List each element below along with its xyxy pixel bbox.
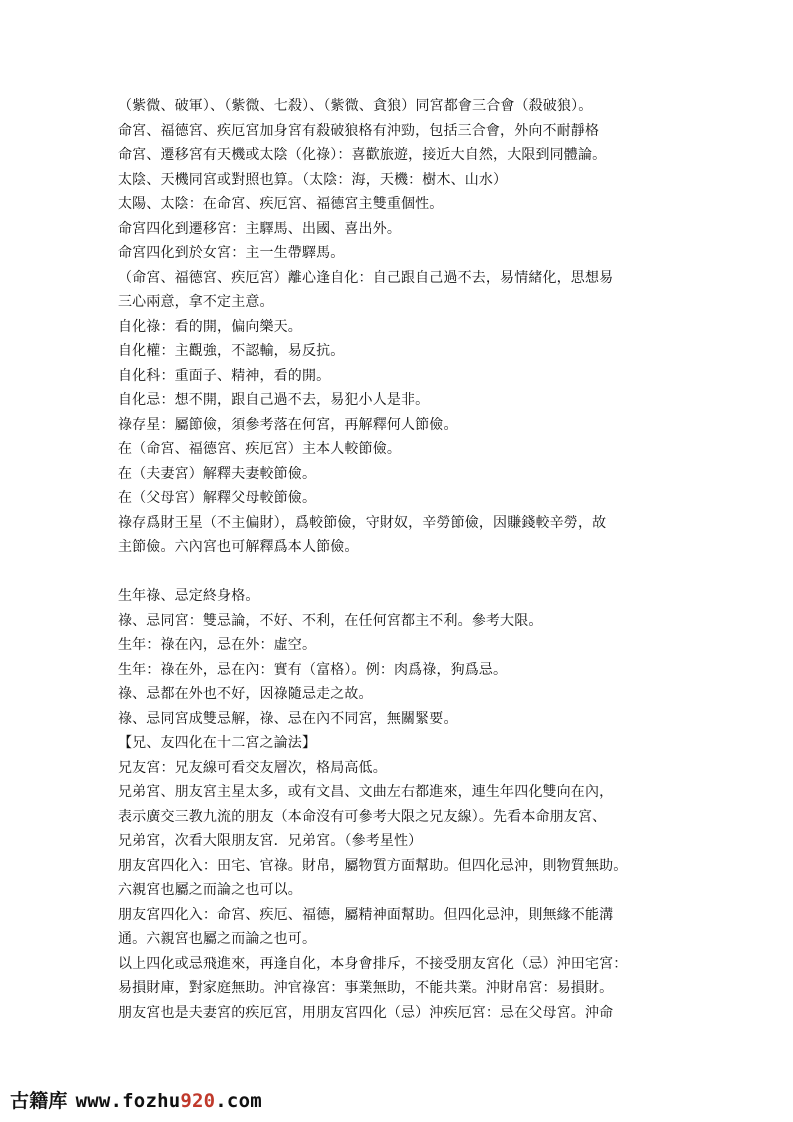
text-line: （命宮、福德宮、疾厄宮）離心逢自化：自己跟自己過不去，易情緒化，思想易 — [118, 269, 614, 286]
text-line: 命宮四化到遷移宮：主驛馬、出國、喜出外。 — [118, 220, 401, 237]
text-line: 祿存爲財王星（不主偏財），爲較節儉，守財奴，辛勞節儉，因賺錢較辛勞，故 — [118, 514, 607, 531]
text-line: 生年祿、忌定終身格。 — [118, 588, 260, 604]
text-line: 自化忌：想不開，跟自己過不去，易犯小人是非。 — [118, 392, 430, 408]
text-line: 祿、忌同宮成雙忌解，祿、忌在內不同宮，無關緊要。 — [118, 710, 458, 727]
text-line: 在（夫妻宮）解釋夫妻較節儉。 — [118, 465, 317, 482]
site-watermark — [10, 1086, 262, 1113]
text-line: 朋友宮四化入：田宅、官祿。財帛，屬物質方面幫助。但四化忌沖，則物質無助。 — [118, 857, 628, 874]
site-url-number: 920 — [180, 1090, 216, 1112]
text-line: 自化科：重面子、精神，看的開。 — [118, 367, 331, 384]
text-line: 命宮四化到於女宮：主一生帶驛馬。 — [118, 245, 345, 261]
text-line: 兄弟宮、朋友宮主星太多，或有文昌、文曲左右都進來，連生年四化雙向在內， — [118, 784, 614, 800]
blank-line — [118, 560, 683, 585]
text-line: 主節儉。六內宮也可解釋爲本人節儉。 — [118, 539, 359, 555]
text-line: 自化祿：看的開，偏向樂天。 — [118, 318, 302, 335]
text-line: 祿、忌同宮：雙忌論，不好、不利，在任何宮都主不利。參考大限。 — [118, 612, 543, 629]
text-line: 在（命宮、福德宮、疾厄宮）主本人較節儉。 — [118, 441, 401, 457]
text-line: 表示廣交三教九流的朋友（本命沒有可參考大限之兄友線）。先看本命朋友宮、 — [118, 808, 607, 825]
site-name: 古籍库 — [10, 1090, 68, 1112]
text-line: 太陽、太陰：在命宮、疾厄宮、福德宮主雙重個性。 — [118, 196, 444, 212]
text-line: 命宮、福德宮、疾厄宮加身宮有殺破狼格有沖勁，包括三合會，外向不耐靜格 — [118, 122, 600, 139]
site-url-suffix: .com — [215, 1090, 262, 1112]
document-body — [118, 94, 683, 1025]
text-line: 祿存星：屬節儉，須參考落在何宮，再解釋何人節儉。 — [118, 416, 458, 433]
text-line: 【兄、友四化在十二宮之論法】 — [118, 735, 317, 751]
text-line: （紫微、破軍）、（紫微、七殺）、（紫微、貪狼）同宮都會三合會（殺破狼）。 — [118, 98, 593, 114]
site-url-prefix: www.fozhu — [75, 1090, 181, 1112]
text-line: 以上四化或忌飛進來，再逢自化，本身會排斥，不接受朋友宮化（忌）沖田宅宮： — [118, 955, 628, 972]
text-line: 三心兩意，拿不定主意。 — [118, 294, 274, 310]
text-line: 太陰、天機同宮或對照也算。（太陰：海，天機：樹木、山水） — [118, 171, 508, 188]
text-line: 祿、忌都在外也不好，因祿隨忌走之故。 — [118, 686, 373, 702]
text-line: 易損財庫，對家庭無助。沖官祿宮：事業無助，不能共業。沖財帛宮：易損財。 — [118, 980, 614, 996]
text-line: 在（父母宮）解釋父母較節儉。 — [118, 490, 317, 506]
text-line: 朋友宮四化入：命宮、疾厄、福德，屬精神面幫助。但四化忌沖，則無緣不能溝 — [118, 906, 614, 923]
text-line: 兄弟宮，次看大限朋友宮．兄弟宮。（參考星性） — [118, 833, 423, 849]
text-line: 朋友宮也是夫妻宮的疾厄宮，用朋友宮四化（忌）沖疾厄宮：忌在父母宮。沖命 — [118, 1004, 614, 1021]
text-line: 生年：祿在內，忌在外：虛空。 — [118, 637, 317, 653]
text-line: 通。六親宮也屬之而論之也可。 — [118, 931, 317, 947]
text-line: 兄友宮：兄友線可看交友層次，格局高低。 — [118, 759, 387, 776]
text-line: 六親宮也屬之而論之也可以。 — [118, 882, 302, 898]
text-line: 命宮、遷移宮有天機或太陰（化祿）：喜歡旅遊，接近大自然，大限到同體論。 — [118, 147, 607, 163]
text-line: 生年：祿在外，忌在內：實有（富格）。例：肉爲祿，狗爲忌。 — [118, 661, 508, 678]
text-line: 自化權：主觀強，不認輸，易反抗。 — [118, 343, 345, 359]
